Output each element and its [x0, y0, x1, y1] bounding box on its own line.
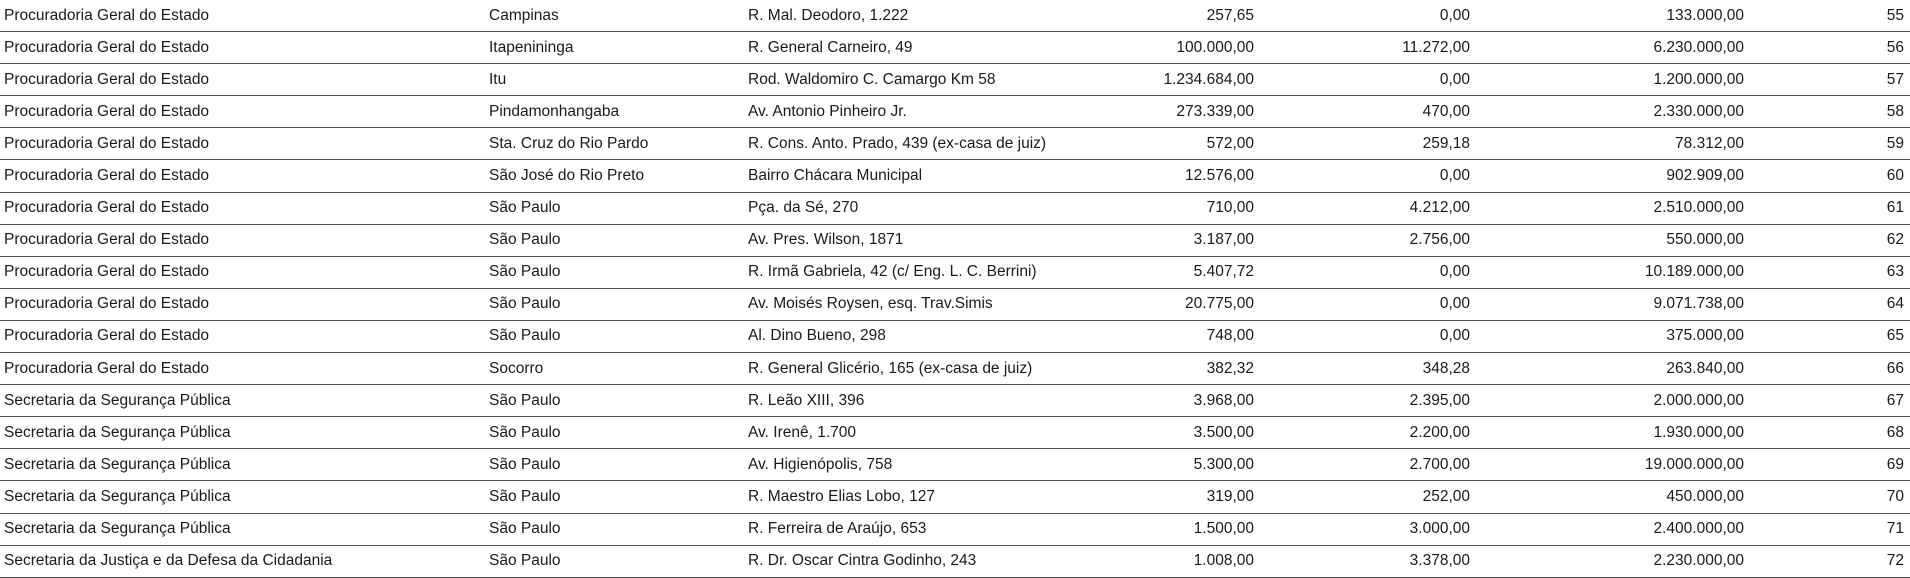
item-number-cell: 65 [1748, 320, 1910, 352]
item-number-cell: 66 [1748, 353, 1910, 385]
value-cell: 78.312,00 [1474, 128, 1748, 160]
table-row [0, 513, 1910, 545]
item-number-cell: 67 [1748, 385, 1910, 417]
value-cell: 2.510.000,00 [1474, 192, 1748, 224]
address-cell: R. General Carneiro, 49 [748, 32, 1048, 64]
value-cell: 19.000.000,00 [1474, 449, 1748, 481]
city-cell: Itu [489, 64, 748, 96]
city-cell: Campinas [489, 0, 748, 32]
address-cell: Rod. Waldomiro C. Camargo Km 58 [748, 64, 1048, 96]
address-cell: R. Irmã Gabriela, 42 (c/ Eng. L. C. Berrini) [748, 256, 1048, 288]
built-area-cell: 3.378,00 [1258, 545, 1474, 577]
built-area-cell: 2.700,00 [1258, 449, 1474, 481]
built-area-cell: 2.395,00 [1258, 385, 1474, 417]
address-cell: Al. Dino Bueno, 298 [748, 320, 1048, 352]
table-row [0, 417, 1910, 449]
city-cell: São Paulo [489, 320, 748, 352]
land-area-cell: 572,00 [1048, 128, 1258, 160]
built-area-cell: 2.756,00 [1258, 224, 1474, 256]
item-number-cell: 59 [1748, 128, 1910, 160]
city-cell: Itapenininga [489, 32, 748, 64]
item-number-cell: 57 [1748, 64, 1910, 96]
table-row [0, 545, 1910, 577]
value-cell: 902.909,00 [1474, 160, 1748, 192]
table-row [0, 449, 1910, 481]
land-area-cell: 273.339,00 [1048, 96, 1258, 128]
city-cell: Socorro [489, 353, 748, 385]
organ-cell: Procuradoria Geral do Estado [0, 0, 489, 32]
land-area-cell: 319,00 [1048, 481, 1258, 513]
item-number-cell: 71 [1748, 513, 1910, 545]
city-cell: São Paulo [489, 449, 748, 481]
built-area-cell: 0,00 [1258, 64, 1474, 96]
address-cell: R. Mal. Deodoro, 1.222 [748, 0, 1048, 32]
built-area-cell: 2.200,00 [1258, 417, 1474, 449]
table-row [0, 385, 1910, 417]
city-cell: São José do Rio Preto [489, 160, 748, 192]
item-number-cell: 61 [1748, 192, 1910, 224]
value-cell: 1.930.000,00 [1474, 417, 1748, 449]
built-area-cell: 348,28 [1258, 353, 1474, 385]
organ-cell: Procuradoria Geral do Estado [0, 224, 489, 256]
value-cell: 450.000,00 [1474, 481, 1748, 513]
city-cell: São Paulo [489, 224, 748, 256]
built-area-cell: 259,18 [1258, 128, 1474, 160]
built-area-cell: 252,00 [1258, 481, 1474, 513]
value-cell: 1.200.000,00 [1474, 64, 1748, 96]
table-row [0, 128, 1910, 160]
organ-cell: Procuradoria Geral do Estado [0, 353, 489, 385]
organ-cell: Secretaria da Segurança Pública [0, 481, 489, 513]
table-row [0, 64, 1910, 96]
organ-cell: Procuradoria Geral do Estado [0, 288, 489, 320]
land-area-cell: 5.407,72 [1048, 256, 1258, 288]
built-area-cell: 3.000,00 [1258, 513, 1474, 545]
city-cell: São Paulo [489, 256, 748, 288]
item-number-cell: 62 [1748, 224, 1910, 256]
table-row [0, 96, 1910, 128]
item-number-cell: 63 [1748, 256, 1910, 288]
value-cell: 2.400.000,00 [1474, 513, 1748, 545]
address-cell: R. Cons. Anto. Prado, 439 (ex-casa de juiz) [748, 128, 1048, 160]
built-area-cell: 4.212,00 [1258, 192, 1474, 224]
organ-cell: Procuradoria Geral do Estado [0, 192, 489, 224]
land-area-cell: 748,00 [1048, 320, 1258, 352]
organ-cell: Procuradoria Geral do Estado [0, 128, 489, 160]
organ-cell: Procuradoria Geral do Estado [0, 64, 489, 96]
value-cell: 133.000,00 [1474, 0, 1748, 32]
city-cell: São Paulo [489, 513, 748, 545]
address-cell: R. Maestro Elias Lobo, 127 [748, 481, 1048, 513]
address-cell: Av. Higienópolis, 758 [748, 449, 1048, 481]
address-cell: Bairro Chácara Municipal [748, 160, 1048, 192]
value-cell: 10.189.000,00 [1474, 256, 1748, 288]
value-cell: 2.330.000,00 [1474, 96, 1748, 128]
built-area-cell: 11.272,00 [1258, 32, 1474, 64]
land-area-cell: 20.775,00 [1048, 288, 1258, 320]
city-cell: São Paulo [489, 192, 748, 224]
address-cell: R. Dr. Oscar Cintra Godinho, 243 [748, 545, 1048, 577]
organ-cell: Procuradoria Geral do Estado [0, 256, 489, 288]
item-number-cell: 56 [1748, 32, 1910, 64]
organ-cell: Procuradoria Geral do Estado [0, 320, 489, 352]
built-area-cell: 0,00 [1258, 256, 1474, 288]
city-cell: Sta. Cruz do Rio Pardo [489, 128, 748, 160]
address-cell: R. Ferreira de Araújo, 653 [748, 513, 1048, 545]
value-cell: 375.000,00 [1474, 320, 1748, 352]
organ-cell: Secretaria da Segurança Pública [0, 417, 489, 449]
built-area-cell: 0,00 [1258, 160, 1474, 192]
item-number-cell: 70 [1748, 481, 1910, 513]
address-cell: Av. Pres. Wilson, 1871 [748, 224, 1048, 256]
value-cell: 550.000,00 [1474, 224, 1748, 256]
land-area-cell: 257,65 [1048, 0, 1258, 32]
organ-cell: Procuradoria Geral do Estado [0, 96, 489, 128]
item-number-cell: 69 [1748, 449, 1910, 481]
item-number-cell: 58 [1748, 96, 1910, 128]
table-row [0, 256, 1910, 288]
table-row [0, 160, 1910, 192]
table-row [0, 481, 1910, 513]
land-area-cell: 382,32 [1048, 353, 1258, 385]
table-row [0, 192, 1910, 224]
city-cell: São Paulo [489, 288, 748, 320]
land-area-cell: 100.000,00 [1048, 32, 1258, 64]
organ-cell: Procuradoria Geral do Estado [0, 32, 489, 64]
value-cell: 9.071.738,00 [1474, 288, 1748, 320]
table-row [0, 353, 1910, 385]
table-row [0, 224, 1910, 256]
table-row [0, 288, 1910, 320]
address-cell: Av. Antonio Pinheiro Jr. [748, 96, 1048, 128]
address-cell: Av. Irenê, 1.700 [748, 417, 1048, 449]
city-cell: São Paulo [489, 385, 748, 417]
item-number-cell: 72 [1748, 545, 1910, 577]
land-area-cell: 12.576,00 [1048, 160, 1258, 192]
land-area-cell: 3.500,00 [1048, 417, 1258, 449]
item-number-cell: 55 [1748, 0, 1910, 32]
land-area-cell: 3.187,00 [1048, 224, 1258, 256]
table-row [0, 320, 1910, 352]
address-cell: R. General Glicério, 165 (ex-casa de juiz) [748, 353, 1048, 385]
land-area-cell: 1.234.684,00 [1048, 64, 1258, 96]
land-area-cell: 3.968,00 [1048, 385, 1258, 417]
item-number-cell: 64 [1748, 288, 1910, 320]
value-cell: 263.840,00 [1474, 353, 1748, 385]
built-area-cell: 0,00 [1258, 288, 1474, 320]
city-cell: São Paulo [489, 417, 748, 449]
item-number-cell: 60 [1748, 160, 1910, 192]
address-cell: R. Leão XIII, 396 [748, 385, 1048, 417]
organ-cell: Secretaria da Segurança Pública [0, 513, 489, 545]
organ-cell: Secretaria da Justiça e da Defesa da Cidadania [0, 545, 489, 577]
organ-cell: Secretaria da Segurança Pública [0, 385, 489, 417]
address-cell: Pça. da Sé, 270 [748, 192, 1048, 224]
land-area-cell: 1.008,00 [1048, 545, 1258, 577]
land-area-cell: 1.500,00 [1048, 513, 1258, 545]
item-number-cell: 68 [1748, 417, 1910, 449]
land-area-cell: 5.300,00 [1048, 449, 1258, 481]
land-area-cell: 710,00 [1048, 192, 1258, 224]
built-area-cell: 0,00 [1258, 0, 1474, 32]
address-cell: Av. Moisés Roysen, esq. Trav.Simis [748, 288, 1048, 320]
organ-cell: Secretaria da Segurança Pública [0, 449, 489, 481]
organ-cell: Procuradoria Geral do Estado [0, 160, 489, 192]
table-row [0, 32, 1910, 64]
city-cell: Pindamonhangaba [489, 96, 748, 128]
built-area-cell: 0,00 [1258, 320, 1474, 352]
table-row [0, 0, 1910, 32]
city-cell: São Paulo [489, 481, 748, 513]
built-area-cell: 470,00 [1258, 96, 1474, 128]
value-cell: 2.230.000,00 [1474, 545, 1748, 577]
value-cell: 6.230.000,00 [1474, 32, 1748, 64]
value-cell: 2.000.000,00 [1474, 385, 1748, 417]
city-cell: São Paulo [489, 545, 748, 577]
